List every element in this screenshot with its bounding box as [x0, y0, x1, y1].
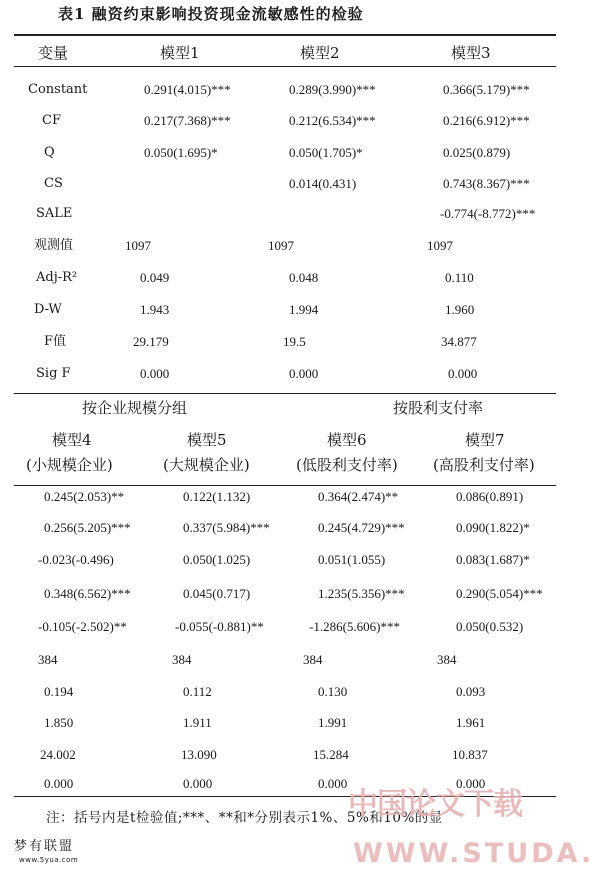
- cell-model1: 0.000: [140, 366, 170, 381]
- cell-model5: 0.122(1.132): [183, 489, 251, 504]
- cell-model4: 0.245(2.053)**: [44, 489, 125, 504]
- group-size: 按企业规模分组: [82, 399, 188, 417]
- watermark-site-name: 中国论文下载: [348, 787, 522, 822]
- cell-model4: 0.194: [44, 684, 74, 699]
- cell-model7: 0.090(1.822)*: [456, 520, 530, 535]
- header-model1: 模型1: [160, 44, 200, 62]
- header-model3: 模型3: [451, 44, 491, 62]
- cell-model3: 1.960: [445, 302, 475, 317]
- cell-model6: -1.286(5.606)***: [309, 619, 400, 634]
- row-label: Adj-R²: [36, 270, 78, 285]
- header-model4: 模型4: [52, 431, 92, 449]
- watermark-site-url: WWW.STUDA.: [353, 838, 594, 869]
- cell-model5: 384: [172, 652, 192, 667]
- cell-model3: 0.025(0.879): [443, 145, 511, 160]
- cell-model1: 0.050(1.695)*: [144, 145, 218, 160]
- cell-model6: 1.991: [318, 715, 348, 730]
- subheader-rule: [14, 485, 556, 486]
- cell-model1: 0.217(7.368)***: [144, 113, 231, 128]
- cell-model2: 0.212(6.534)***: [289, 113, 376, 128]
- cell-model7: 384: [437, 652, 457, 667]
- row-label: F值: [44, 334, 67, 349]
- cell-model1: 1097: [125, 238, 151, 253]
- cell-model6: 1.235(5.356)***: [318, 586, 405, 601]
- mid-rule: [14, 393, 556, 394]
- cell-model6: 0.245(4.729)***: [318, 520, 405, 535]
- cell-model6: 0.051(1.055): [318, 552, 386, 567]
- subheader-model5: (大规模企业): [163, 456, 250, 474]
- cell-model7: 0.000: [456, 776, 486, 791]
- cell-model4: 0.256(5.205)***: [44, 520, 131, 535]
- cell-model5: -0.055(-0.881)**: [175, 619, 264, 634]
- header-variable: 变量: [38, 44, 69, 62]
- row-label: D-W: [34, 302, 62, 317]
- table-note: 注：括号内是t检验值;***、**和*分别表示1%、5%和10%的显: [46, 810, 443, 826]
- cell-model3: 0.743(8.367)***: [443, 176, 530, 191]
- row-label: Q: [44, 145, 55, 160]
- cell-model7: 10.837: [452, 747, 488, 762]
- row-label: SALE: [36, 206, 73, 221]
- cell-model6: 0.130: [318, 684, 348, 699]
- cell-model7: 0.050(0.532): [456, 619, 524, 634]
- cell-model4: 384: [38, 652, 58, 667]
- cell-model4: -0.105(-2.502)**: [38, 619, 127, 634]
- row-label: Constant: [28, 82, 88, 97]
- table-title: 表1 融资约束影响投资现金流敏感性的检验: [58, 5, 364, 23]
- header-model5: 模型5: [187, 431, 227, 449]
- cell-model2: 0.048: [289, 270, 319, 285]
- cell-model1: 29.179: [133, 334, 169, 349]
- cell-model5: 0.050(1.025): [183, 552, 251, 567]
- cell-model7: 0.290(5.054)***: [456, 586, 543, 601]
- top-rule: [14, 34, 556, 36]
- cell-model4: -0.023(-0.496): [38, 552, 114, 567]
- subheader-model4: (小规模企业): [26, 456, 113, 474]
- cell-model1: 0.291(4.015)***: [144, 82, 231, 97]
- group-dividend: 按股利支付率: [393, 399, 484, 417]
- cell-model5: 0.112: [183, 684, 212, 699]
- cell-model2: 1097: [268, 238, 294, 253]
- cell-model2: 0.000: [289, 366, 319, 381]
- cell-model5: 0.045(0.717): [183, 586, 251, 601]
- cell-model6: 384: [303, 652, 323, 667]
- cell-model6: 15.284: [313, 747, 349, 762]
- cell-model3: 1097: [427, 238, 453, 253]
- header-model7: 模型7: [465, 431, 505, 449]
- header-model2: 模型2: [300, 44, 340, 62]
- cell-model5: 0.000: [183, 776, 213, 791]
- cell-model2: 0.014(0.431): [289, 176, 357, 191]
- cell-model4: 0.348(6.562)***: [44, 586, 131, 601]
- row-label: Sig F: [36, 366, 71, 381]
- cell-model1: 1.943: [140, 302, 170, 317]
- cell-model7: 1.961: [456, 715, 486, 730]
- watermark-logo-url: www.5yua.com: [19, 856, 79, 864]
- cell-model3: -0.774(-8.772)***: [440, 206, 536, 221]
- row-label: 观测值: [34, 238, 74, 253]
- cell-model5: 0.337(5.984)***: [183, 520, 270, 535]
- cell-model4: 24.002: [40, 747, 76, 762]
- header-model6: 模型6: [327, 431, 367, 449]
- cell-model3: 0.110: [445, 270, 474, 285]
- cell-model4: 1.850: [44, 715, 74, 730]
- cell-model2: 19.5: [283, 334, 306, 349]
- cell-model1: 0.049: [140, 270, 170, 285]
- cell-model3: 0.366(5.179)***: [443, 82, 530, 97]
- cell-model2: 0.289(3.990)***: [289, 82, 376, 97]
- cell-model3: 0.216(6.912)***: [443, 113, 530, 128]
- header-rule: [14, 66, 556, 67]
- row-label: CF: [42, 113, 61, 128]
- cell-model4: 0.000: [44, 776, 74, 791]
- cell-model7: 0.083(1.687)*: [456, 552, 530, 567]
- cell-model6: 0.364(2.474)**: [318, 489, 399, 504]
- cell-model3: 0.000: [448, 366, 478, 381]
- cell-model7: 0.086(0.891): [456, 489, 524, 504]
- cell-model5: 1.911: [183, 715, 212, 730]
- cell-model3: 34.877: [441, 334, 477, 349]
- cell-model7: 0.093: [456, 684, 486, 699]
- row-label: CS: [44, 176, 63, 191]
- watermark-logo: 梦有联盟: [14, 839, 75, 854]
- cell-model2: 1.994: [289, 302, 319, 317]
- subheader-model6: (低股利支付率): [296, 456, 398, 474]
- cell-model6: 0.000: [318, 776, 348, 791]
- cell-model5: 13.090: [181, 747, 217, 762]
- cell-model2: 0.050(1.705)*: [289, 145, 363, 160]
- subheader-model7: (高股利支付率): [433, 456, 535, 474]
